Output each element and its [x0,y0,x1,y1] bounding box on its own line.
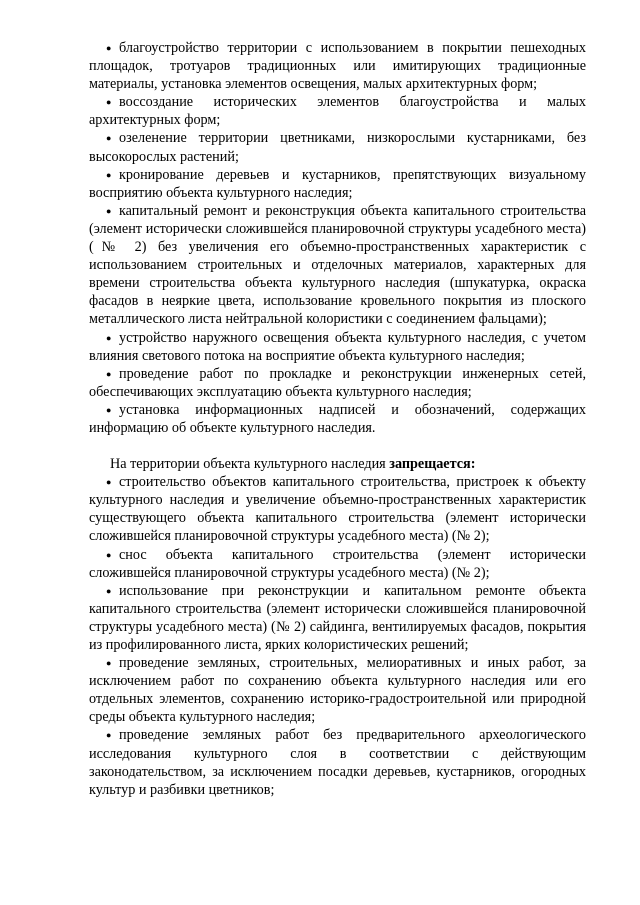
bullet-icon: ● [106,404,112,415]
intro-text: На территории объекта культурного наследия [110,456,390,473]
bullet-icon: ● [106,133,112,144]
document-body [89,39,586,799]
list-item: ● проведение земляных работ без предварительного археологического исследования культурного слоя в соответствии с действующим законодательством, за исключением посадки деревьев, кустарников, огородных культур и разбивки цветников; [89,727,586,798]
paragraph-gap [89,437,586,455]
bullet-icon: ● [106,332,112,343]
list-item: ● озеленение территории цветниками, низкорослыми кустарниками, без высокорослых растений; [89,130,586,165]
list-item: ● проведение земляных, строительных, мелиоративных и иных работ, за исключением работ по сохранению объекта культурного наследия или его отдельных элементов, сохранению историко-градостроительной или природной среды объекта культурного наследия; [89,655,586,726]
bullet-icon: ● [106,730,112,741]
list-item: ● установка информационных надписей и обозначений, содержащих информацию об объекте культурного наследия. [89,401,586,436]
list-item: ● капитальный ремонт и реконструкция объекта капитального строительства (элемент исторически сложившейся планировочной структуры усадебного места) (№ 2) без увеличения его объемно-пространственных характеристик с использованием строительных и отделочных материалов, характерных для времени строительства объекта культурного наследия (шпукатурка, окраска фасадов в неяркие цвета, использование кровельного покрытия из плоского металлического листа нейтральной колористики с соединением фальцами); [89,202,586,328]
list-item: ● устройство наружного освещения объекта культурного наследия, с учетом влияния светового потока на восприятие объекта культурного наследия; [89,329,586,364]
list-item: ● использование при реконструкции и капитальном ремонте объекта капитального строительства (элемент исторически сложившейся планировочной структуры усадебного места) (№ 2) сайдинга, вентилируемых фасадов, покрытия из профилированного листа, ярких колористических решений; [89,582,586,653]
prohibited-works-list [89,473,586,799]
bullet-icon: ● [106,549,112,560]
bullet-icon: ● [106,205,112,216]
bullet-icon: ● [106,658,112,669]
prohibited-intro [89,455,586,473]
permitted-works-list [89,39,586,437]
list-item: ● благоустройство территории с использованием в покрытии пешеходных площадок, тротуаров традиционных или имитирующих традиционные материалы, установка элементов освещения, малых архитектурных форм; [89,40,586,93]
list-item: ● воссоздание исторических элементов благоустройства и малых архитектурных форм; [89,94,586,129]
list-item: ● кронирование деревьев и кустарников, препятствующих визуальному восприятию объекта культурного наследия; [89,166,586,201]
bullet-icon: ● [106,368,112,379]
bullet-icon: ● [106,97,112,108]
list-item: ● строительство объектов капитального строительства, пристроек к объекту культурного наследия и увеличение объемно-пространственных характеристик существующего объекта капитального строительства (элемент исторически сложившейся планировочной структуры усадебного места) (№ 2); [89,474,586,545]
bullet-icon: ● [106,477,112,488]
intro-bold: запрещается: [389,456,476,473]
bullet-icon: ● [106,43,112,53]
bullet-icon: ● [106,585,112,596]
bullet-icon: ● [106,169,112,180]
list-item: ● проведение работ по прокладке и реконструкции инженерных сетей, обеспечивающих эксплуатацию объекта культурного наследия; [89,365,586,400]
list-item: ● снос объекта капитального строительства (элемент исторически сложившейся планировочной структуры усадебного места) (№ 2); [89,546,586,581]
